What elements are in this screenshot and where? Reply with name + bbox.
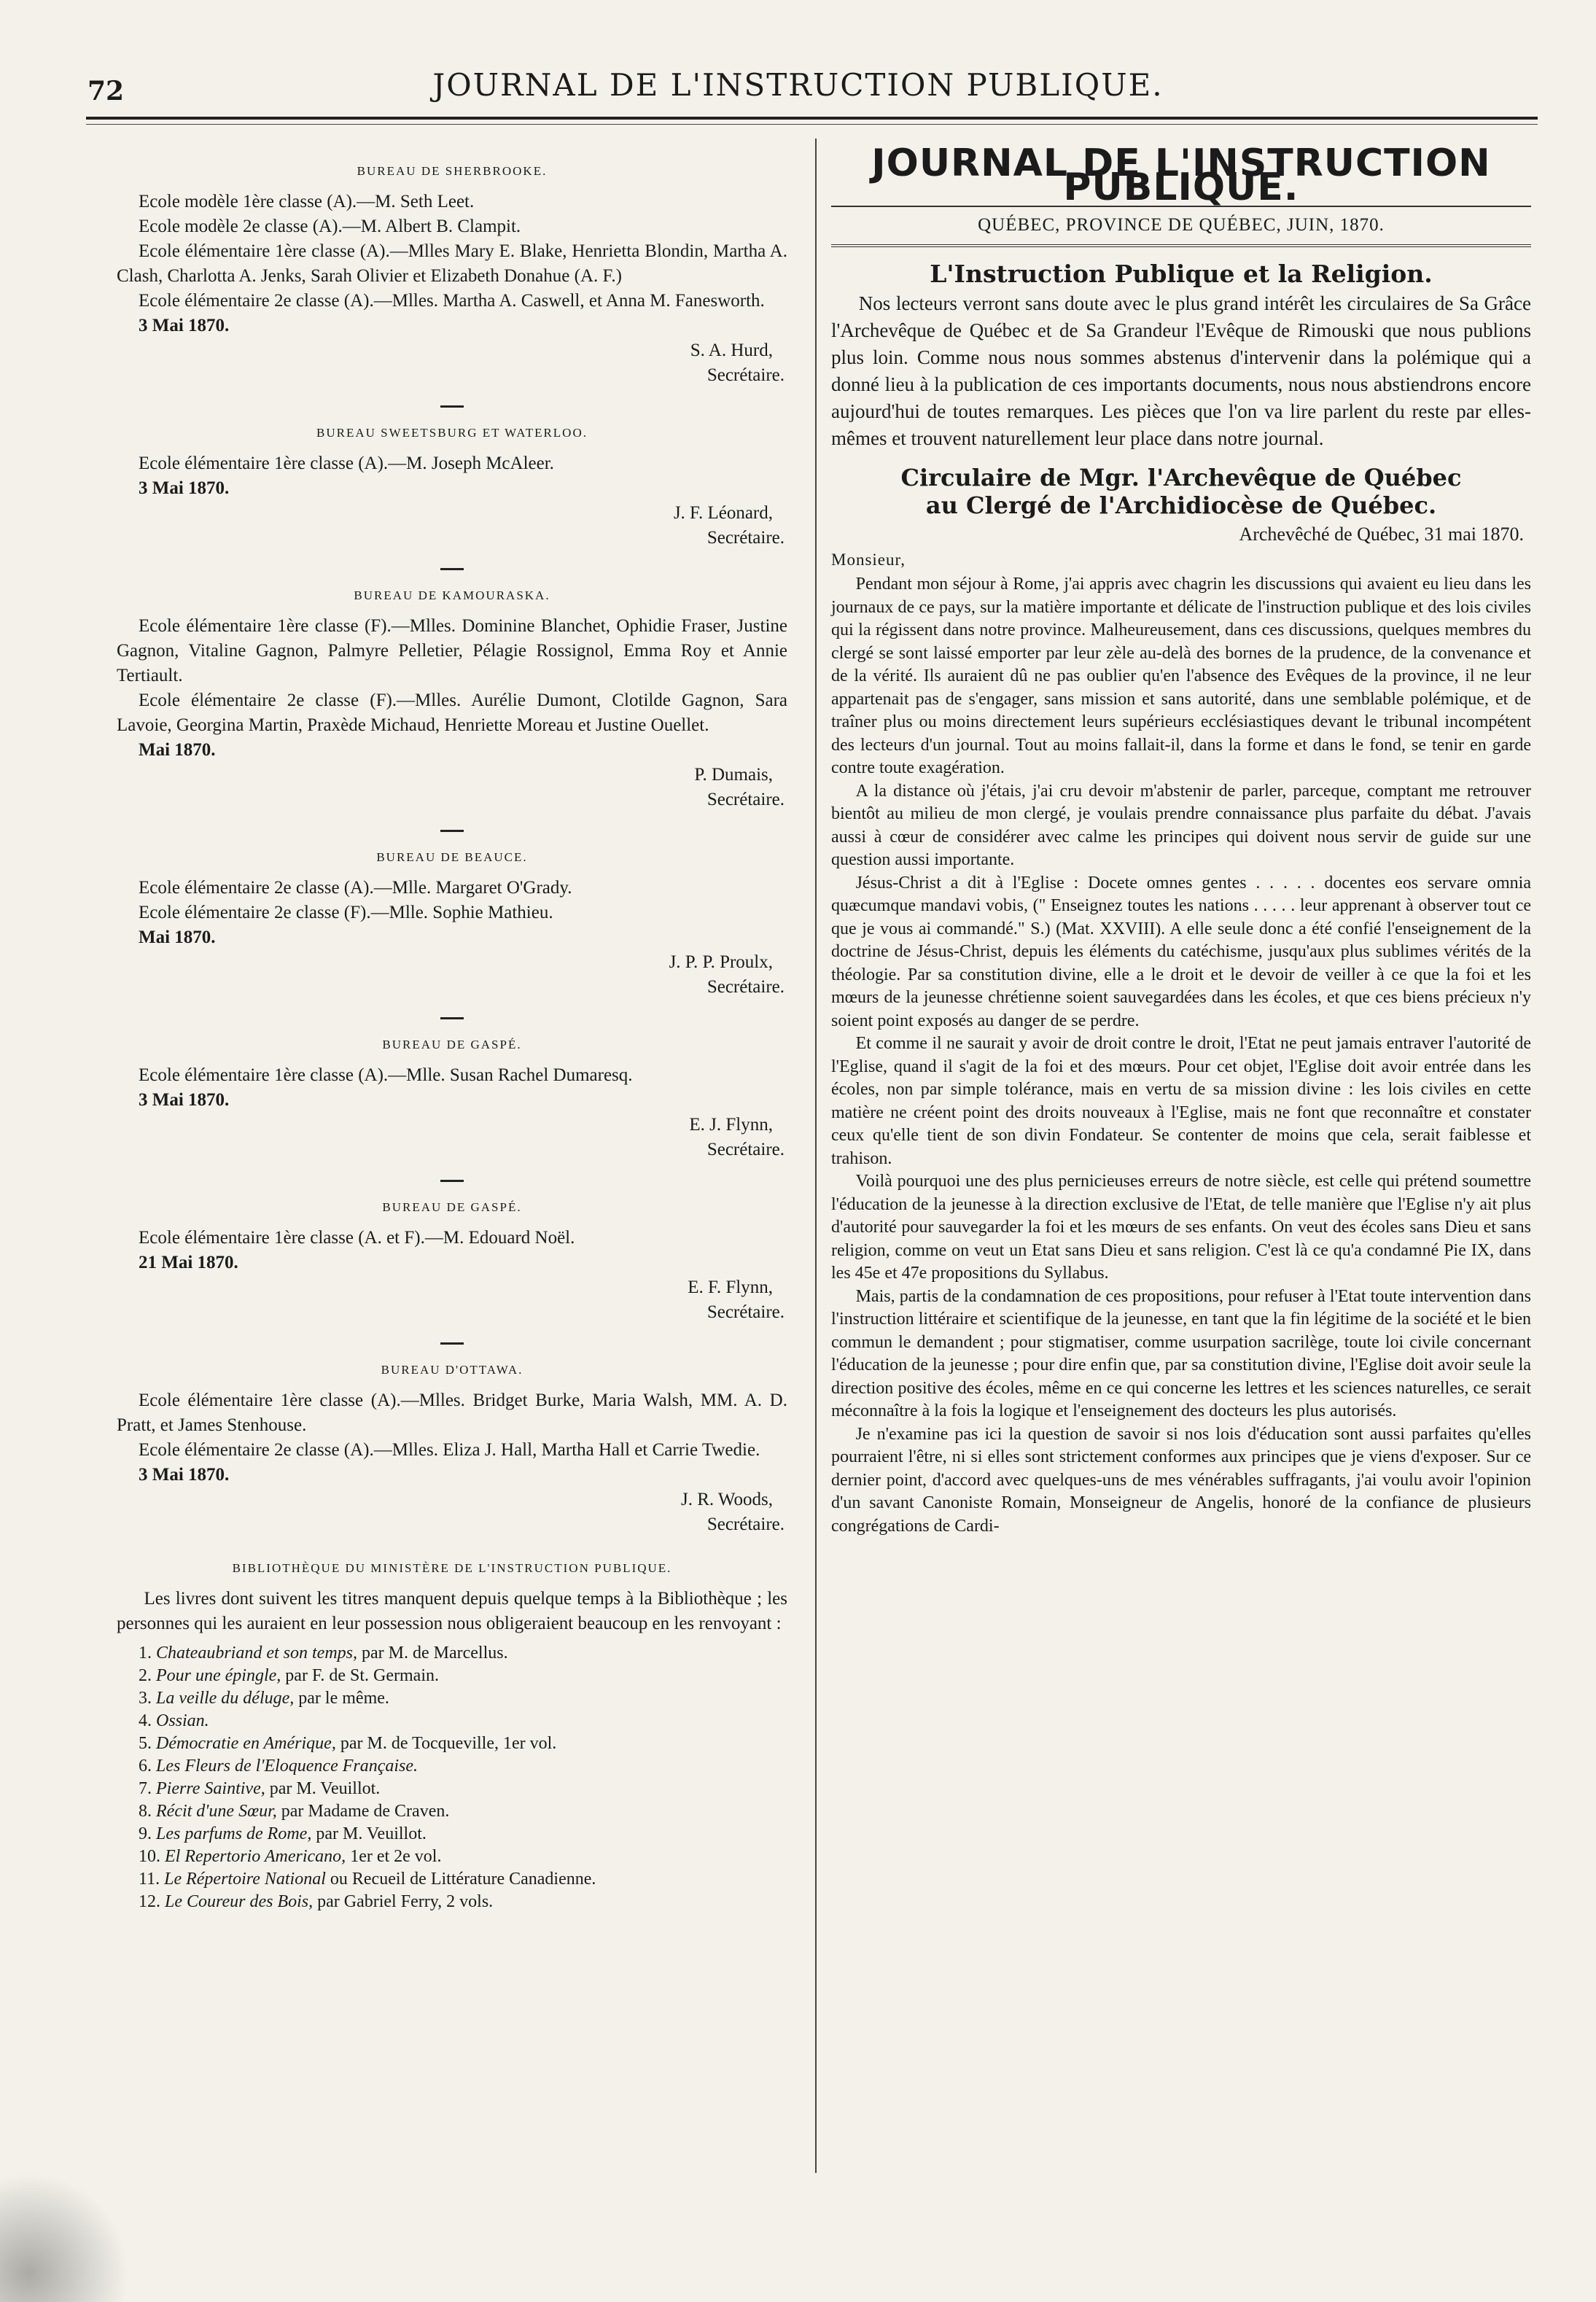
biblio-intro: Les livres dont suivent les titres manquent depuis quelque temps à la Bibliothèque ; les personnes qui les auraient en leur possession nous obligeraient beaucoup en les renvoyant : [117, 1589, 787, 1633]
masthead: JOURNAL DE L'INSTRUCTION PUBLIQUE. [871, 141, 1491, 209]
bureau-separator [440, 568, 464, 570]
bureau-section [117, 583, 787, 812]
bureau-date: 3 Mai 1870. [139, 1465, 230, 1485]
salutation: Monsieur, [831, 551, 906, 569]
circular-paragraph: Et comme il ne saurait y avoir de droit contre le droit, l'Etat ne peut jamais entraver l'autorité de l'Eglise, quand il s'agit de la foi et des mœurs. Pour cet objet, l'Eglise doit avoir entrée dans les écoles, non par simple tolérance, mais en vertu de sa mission divine : les lois civiles en cette matière ne créent point des droits nouveaux à l'Eglise, mais ne font que reconnaître et constater ceux qu'elle tient de son divin Fondateur. Se contenter de moins que cela, serait faiblesse et trahison. [831, 1034, 1531, 1168]
right-column [831, 141, 1531, 1538]
book-item [139, 1665, 787, 1687]
book-number: 5. [139, 1734, 152, 1753]
bureau-section [117, 1033, 787, 1162]
circular-paragraph: Mais, partis de la condamnation de ces propositions, pour refuser à l'Etat toute intervention dans l'instruction littéraire et scientifique de la jeunesse, en tant que la fin légitime de la société et le bien commun le demandent ; pour stigmatiser, comme usurpation sacrilège, toute loi civile concernant l'éducation de la jeunesse ; pour dire enfin que, par sa constitution divine, l'Eglise doit avoir seule la direction positive des écoles, même en ce qui concerne les lettres et les sciences naturelles, ce serait méconnaître à la fois la logique et l'enseignement des docteurs les plus autorisés. [831, 1286, 1531, 1420]
book-number: 3. [139, 1689, 152, 1708]
circular-paragraph: Jésus-Christ a dit à l'Eglise : Docete omnes gentes . . . . . docentes eos servare omnia quæcumque mandavi vobis, (" Enseignez toutes les nations . . . . . leur apprenant à observer tout ce que je vous ai commandé." S.) (Mat. XXVIII). A elle seule donc a été confié l'enseignement de la doctrine de Jésus-Christ, depuis les éléments du catéchisme, jusqu'aux plus sublimes vérités de la théologie. Par sa constitution divine, elle a le droit et le devoir de veiller à ce que la foi et les mœurs de la jeunesse chrétienne soient sauvegardées dans les écoles, et que ces biens précieux n'y soient point exposés au danger de se perdre. [831, 873, 1531, 1030]
secretary-role: Secrétaire. [706, 1140, 785, 1159]
book-item [139, 1642, 787, 1665]
bureau-entry: Ecole élémentaire 2e classe (A).—Mlles. Martha A. Caswell, et Anna M. Fanesworth. [139, 291, 765, 311]
column-divider [815, 139, 817, 2173]
book-number: 4. [139, 1711, 152, 1730]
book-number: 12. [139, 1892, 160, 1911]
header-rule-thin [86, 124, 1538, 125]
book-item [139, 1733, 787, 1755]
bureau-date: 21 Mai 1870. [139, 1253, 238, 1272]
bureau-separator [440, 405, 464, 408]
book-title: Les Fleurs de l'Eloquence Française. [156, 1757, 419, 1776]
book-author: par M. de Marcellus. [357, 1644, 508, 1663]
book-item [139, 1800, 787, 1823]
circular-date: Archevêché de Québec, 31 mai 1870. [1239, 524, 1524, 545]
bureau-entry: Ecole élémentaire 1ère classe (A).—M. Joseph McAleer. [139, 454, 554, 473]
book-item [139, 1687, 787, 1710]
circular-body [831, 573, 1531, 1538]
book-title: Ossian. [156, 1711, 209, 1730]
book-number: 9. [139, 1824, 152, 1843]
secretary-signature: P. Dumais, [694, 765, 773, 785]
secretary-signature: J. P. P. Proulx, [669, 952, 773, 972]
bureau-entry: Ecole élémentaire 1ère classe (F).—Mlles. Dominine Blanchet, Ophidie Fraser, Justine Gagnon, Vitaline Gagnon, Palmyre Pelletier, Pélagie Rossignol, Emma Roy et Annie Tertiault. [117, 616, 787, 685]
book-item [139, 1778, 787, 1800]
book-title: La veille du déluge, [156, 1689, 295, 1708]
bureau-title: BUREAU DE GASPÉ. [382, 1200, 522, 1214]
book-author: ou Recueil de Littérature Canadienne. [325, 1870, 596, 1889]
bureau-date: 3 Mai 1870. [139, 478, 230, 498]
book-author: par M. de Tocqueville, 1er vol. [335, 1734, 557, 1753]
bureau-entry: Ecole élémentaire 2e classe (F).—Mlle. Sophie Mathieu. [139, 903, 553, 922]
book-item [139, 1755, 787, 1778]
book-number: 6. [139, 1757, 152, 1776]
book-author: par M. Veuillot. [311, 1824, 427, 1843]
book-author: par M. Veuillot. [265, 1779, 381, 1798]
book-title: Démocratie en Amérique, [156, 1734, 336, 1753]
bureau-section [117, 421, 787, 551]
biblio-title: BIBLIOTHÈQUE DU MINISTÈRE DE L'INSTRUCTION PUBLIQUE. [232, 1561, 672, 1575]
page-number: 72 [87, 76, 125, 106]
book-title: Le Répertoire National [164, 1870, 326, 1889]
book-number: 11. [139, 1870, 160, 1889]
bureau-entry: Ecole modèle 1ère classe (A).—M. Seth Leet. [139, 192, 475, 211]
bureau-title: BUREAU DE KAMOURASKA. [354, 588, 550, 602]
bureau-title: BUREAU DE SHERBROOKE. [357, 164, 548, 178]
secretary-signature: S. A. Hurd, [690, 341, 773, 360]
secretary-signature: E. F. Flynn, [688, 1278, 773, 1297]
bureau-list [117, 159, 787, 1537]
book-list [117, 1642, 787, 1913]
dateline: QUÉBEC, PROVINCE DE QUÉBEC, JUIN, 1870. [978, 215, 1385, 235]
secretary-role: Secrétaire. [706, 1514, 785, 1534]
bureau-title: BUREAU SWEETSBURG ET WATERLOO. [316, 426, 588, 440]
secretary-signature: E. J. Flynn, [689, 1115, 773, 1135]
book-item [139, 1823, 787, 1846]
page-stain [0, 2156, 146, 2302]
book-item [139, 1710, 787, 1733]
bureau-section [117, 159, 787, 388]
book-item [139, 1868, 787, 1891]
bureau-separator [440, 1180, 464, 1182]
bureau-separator [440, 1342, 464, 1345]
bureau-date: 3 Mai 1870. [139, 316, 230, 335]
book-item [139, 1846, 787, 1868]
secretary-role: Secrétaire. [706, 365, 785, 385]
header-rule [86, 117, 1538, 120]
bureau-entry: Ecole modèle 2e classe (A).—M. Albert B. Clampit. [139, 217, 521, 236]
book-number: 1. [139, 1644, 152, 1663]
secretary-signature: J. R. Woods, [680, 1490, 773, 1509]
book-number: 10. [139, 1847, 160, 1866]
bureau-entry: Ecole élémentaire 2e classe (F).—Mlles. Aurélie Dumont, Clotilde Gagnon, Sara Lavoie, Georgina Martin, Praxède Michaud, Henriette Moreau et Justine Ouellet. [117, 691, 787, 735]
circular-title-line-1: Circulaire de Mgr. l'Archevêque de Québec [900, 464, 1462, 491]
book-author: 1er et 2e vol. [346, 1847, 442, 1866]
book-title: Les parfums de Rome, [156, 1824, 312, 1843]
bureau-title: BUREAU DE BEAUCE. [376, 850, 528, 864]
bureau-date: 3 Mai 1870. [139, 1090, 230, 1110]
book-author: par Madame de Craven. [276, 1802, 450, 1821]
bureau-title: BUREAU DE GASPÉ. [382, 1038, 522, 1051]
circular-title-line-2: au Clergé de l'Archidiocèse de Québec. [925, 491, 1437, 519]
bureau-entry: Ecole élémentaire 1ère classe (A).—Mlles. Bridget Burke, Maria Walsh, MM. A. D. Pratt, et James Stenhouse. [117, 1391, 787, 1435]
running-title: JOURNAL DE L'INSTRUCTION PUBLIQUE. [432, 67, 1164, 103]
secretary-role: Secrétaire. [706, 528, 785, 548]
book-title: Pierre Saintive, [156, 1779, 265, 1798]
bureau-separator [440, 1017, 464, 1019]
book-title: Le Coureur des Bois, [165, 1892, 314, 1911]
bureau-title: BUREAU D'OTTAWA. [381, 1363, 523, 1377]
article-title: L'Instruction Publique et la Religion. [930, 260, 1433, 288]
bureau-entry: Ecole élémentaire 1ère classe (A).—Mlles Mary E. Blake, Henrietta Blondin, Martha A. Clash, Charlotta A. Jenks, Sarah Olivier et Elizabeth Donahue (A. F.) [117, 241, 787, 286]
left-column [117, 146, 787, 1913]
circular-title [831, 464, 1531, 519]
circular-paragraph: Pendant mon séjour à Rome, j'ai appris avec chagrin les discussions qui avaient eu lieu dans les journaux de ce pays, sur la matière importante et délicate de l'instruction publique et des lois civiles qui la régissent dans notre province. Malheureusement, dans ces discussions, quelques membres du clergé se sont laissé emporter par leur zèle au-delà des bornes de la prudence, de la convenance et de la vérité. Ils auraient dû ne pas oublier qu'en l'absence des Evêques de la province, il ne leur appartenait pas de s'engager, sans mission et sans autorité, dans une semblable polémique, et de traîner plus ou moins directement leurs supérieurs ecclésiastiques devant le tribunal incompétent des lecteurs d'un journal. Tout au moins fallait-il, dans la forme et dans le fond, se tenir en garde contre toute exagération. [831, 575, 1531, 777]
circular-paragraph: A la distance où j'étais, j'ai cru devoir m'abstenir de parler, parceque, comptant me retrouver bientôt au milieu de mon clergé, je voulais prendre connaissance plus parfaite du débat. J'avais aussi à cœur de considérer avec calme les principes qui doivent nous servir de guide sur une question aussi importante. [831, 781, 1531, 869]
bureau-entry: Ecole élémentaire 2e classe (A).—Mlle. Margaret O'Grady. [139, 878, 572, 898]
bureau-entry: Ecole élémentaire 1ère classe (A).—Mlle. Susan Rachel Dumaresq. [139, 1065, 633, 1085]
bureau-section [117, 1358, 787, 1537]
circular-paragraph: Voilà pourquoi une des plus pernicieuses erreurs de notre siècle, est celle qui prétend soumettre l'éducation de la jeunesse à la direction exclusive de l'Etat, de telle manière que l'Eglise n'y ait plus d'autorité pour sauvegarder la foi et les mœurs de ses enfants. On veut des écoles sans Dieu et sans religion, comme on veut un Etat sans Dieu et sans religion. C'est là ce qu'a condamné Pie IX, dans les 45e et 47e propositions du Syllabus. [831, 1172, 1531, 1283]
secretary-role: Secrétaire. [706, 977, 785, 997]
bureau-entry: Ecole élémentaire 1ère classe (A. et F).—M. Edouard Noël. [139, 1228, 575, 1248]
bureau-section [117, 845, 787, 1000]
book-title: Chateaubriand et son temps, [156, 1644, 357, 1663]
secretary-role: Secrétaire. [706, 1302, 785, 1322]
book-author: par Gabriel Ferry, 2 vols. [313, 1892, 494, 1911]
dateline-rule [831, 244, 1531, 247]
book-item [139, 1891, 787, 1913]
secretary-role: Secrétaire. [706, 790, 785, 809]
circular-paragraph: Je n'examine pas ici la question de savoir si nos lois d'éducation sont aussi parfaites qu'elles pourraient l'être, ni si elles sont strictement conformes aux principes que je viens d'exposer. Sur ce dernier point, d'accord avec quelques-uns de mes vénérables suffragants, j'ai voulu avoir l'opinion d'un savant Canoniste Romain, Monseigneur de Angelis, honoré de la confiance de plusieurs congrégations de Cardi- [831, 1424, 1531, 1536]
book-author: par F. de St. Germain. [281, 1666, 439, 1685]
book-title: Récit d'une Sœur, [156, 1802, 277, 1821]
bureau-section [117, 1195, 787, 1325]
book-title: El Repertorio Americano, [165, 1847, 346, 1866]
bureau-entry: Ecole élémentaire 2e classe (A).—Mlles. Eliza J. Hall, Martha Hall et Carrie Twedie. [139, 1440, 760, 1460]
bureau-date: Mai 1870. [139, 740, 216, 760]
book-number: 8. [139, 1802, 152, 1821]
bureau-separator [440, 830, 464, 832]
bureau-date: Mai 1870. [139, 928, 216, 947]
secretary-signature: J. F. Léonard, [673, 503, 773, 523]
book-author: par le même. [294, 1689, 389, 1708]
book-number: 2. [139, 1666, 152, 1685]
book-title: Pour une épingle, [156, 1666, 281, 1685]
article-text: Nos lecteurs verront sans doute avec le plus grand intérêt les circulaires de Sa Grâce l'Archevêque de Québec et de Sa Grandeur l'Evêque de Rimouski que nous publions plus loin. Comme nous nous sommes abstenus d'intervenir dans la polémique qui a donné lieu à la publication de ces importants documents, nous nous abstiendrons encore aujourd'hui de toutes remarques. Les pièces que l'on va lire parlent du reste par elles-mêmes et trouvent naturellement leur place dans notre journal. [831, 292, 1531, 449]
book-number: 7. [139, 1779, 152, 1798]
